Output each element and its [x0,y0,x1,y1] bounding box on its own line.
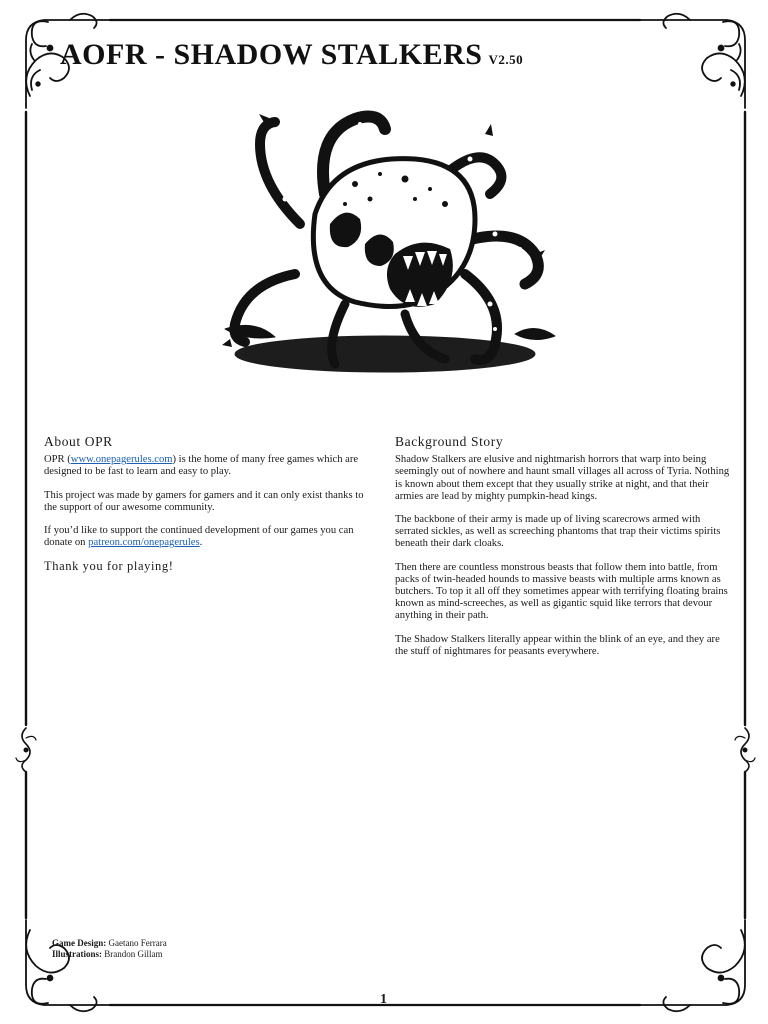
illustrations-name: Brandon Gillam [104,949,163,959]
game-design-label: Game Design: [52,938,107,948]
game-design-name: Gaetano Ferrara [108,938,167,948]
version-label: V2.50 [488,52,524,67]
story-heading: Background Story [395,434,504,449]
page-number: 1 [380,992,387,1007]
story-paragraph-2: The backbone of their army is made up of living scarecrows armed with serrated sickles, as well as screeching phantoms that trap their victims spirits beneath their dark cloaks. [395,514,721,550]
about-opr-section [44,436,374,584]
about-p3-prefix: If you’d like to support the continued development of our games you can donate on [44,525,354,549]
credit-illustrations [52,949,167,960]
credit-game-design [52,938,167,949]
illustrations-label: Illustrations: [52,949,103,959]
credits [52,938,167,960]
top-right-corner-flourish [640,14,745,108]
about-p1-suffix: ) is the home of many free games which are designed to be fast to learn and easy to play. [44,454,359,478]
title-text: AOFR - SHADOW STALKERS [60,38,483,71]
background-story-section [395,436,730,669]
bottom-right-corner-flourish [640,920,745,1011]
left-mid-ornament [16,728,36,772]
about-p1-prefix: OPR ( [44,454,71,466]
story-paragraph-3: Then there are countless monstrous beasts that follow them into battle, from packs of twin-headed hounds to massive beasts with multiple arms known as butchers. To top it all off they sometimes appear with terrifying floating brains known as mind-screeches, as well as gigantic squid like terrors that devour anything in their path. [395,561,728,622]
tentacled-skull-monster-illustration [205,104,565,394]
page-title [60,38,523,72]
story-paragraph-4: The Shadow Stalkers literally appear within the blink of an eye, and they are the stuff of nightmares for peasants everywhere. [395,633,720,657]
onepagerules-link[interactable]: www.onepagerules.com [70,454,173,466]
story-paragraph-1: Shadow Stalkers are elusive and nightmarish horrors that warp into being seemingly out of nowhere and haunt small villages all across of Tyria. Nothing is known about them except that they usually strike at night, and that their armies are lead by mighty pumpkin-head kings. [395,454,730,502]
about-paragraph-3 [44,525,374,549]
right-mid-ornament [735,728,755,772]
bottom-left-corner-flourish [26,920,110,1011]
about-paragraph-2: This project was made by gamers for gamers and it can only exist thanks to the support of our awesome community. [44,489,364,513]
about-p3-suffix: . [199,537,203,549]
about-heading: About OPR [44,434,113,449]
thank-you-text: Thank you for playing! [44,559,174,574]
about-paragraph-1 [44,454,374,478]
patreon-link[interactable]: patreon.com/onepagerules [88,537,200,549]
